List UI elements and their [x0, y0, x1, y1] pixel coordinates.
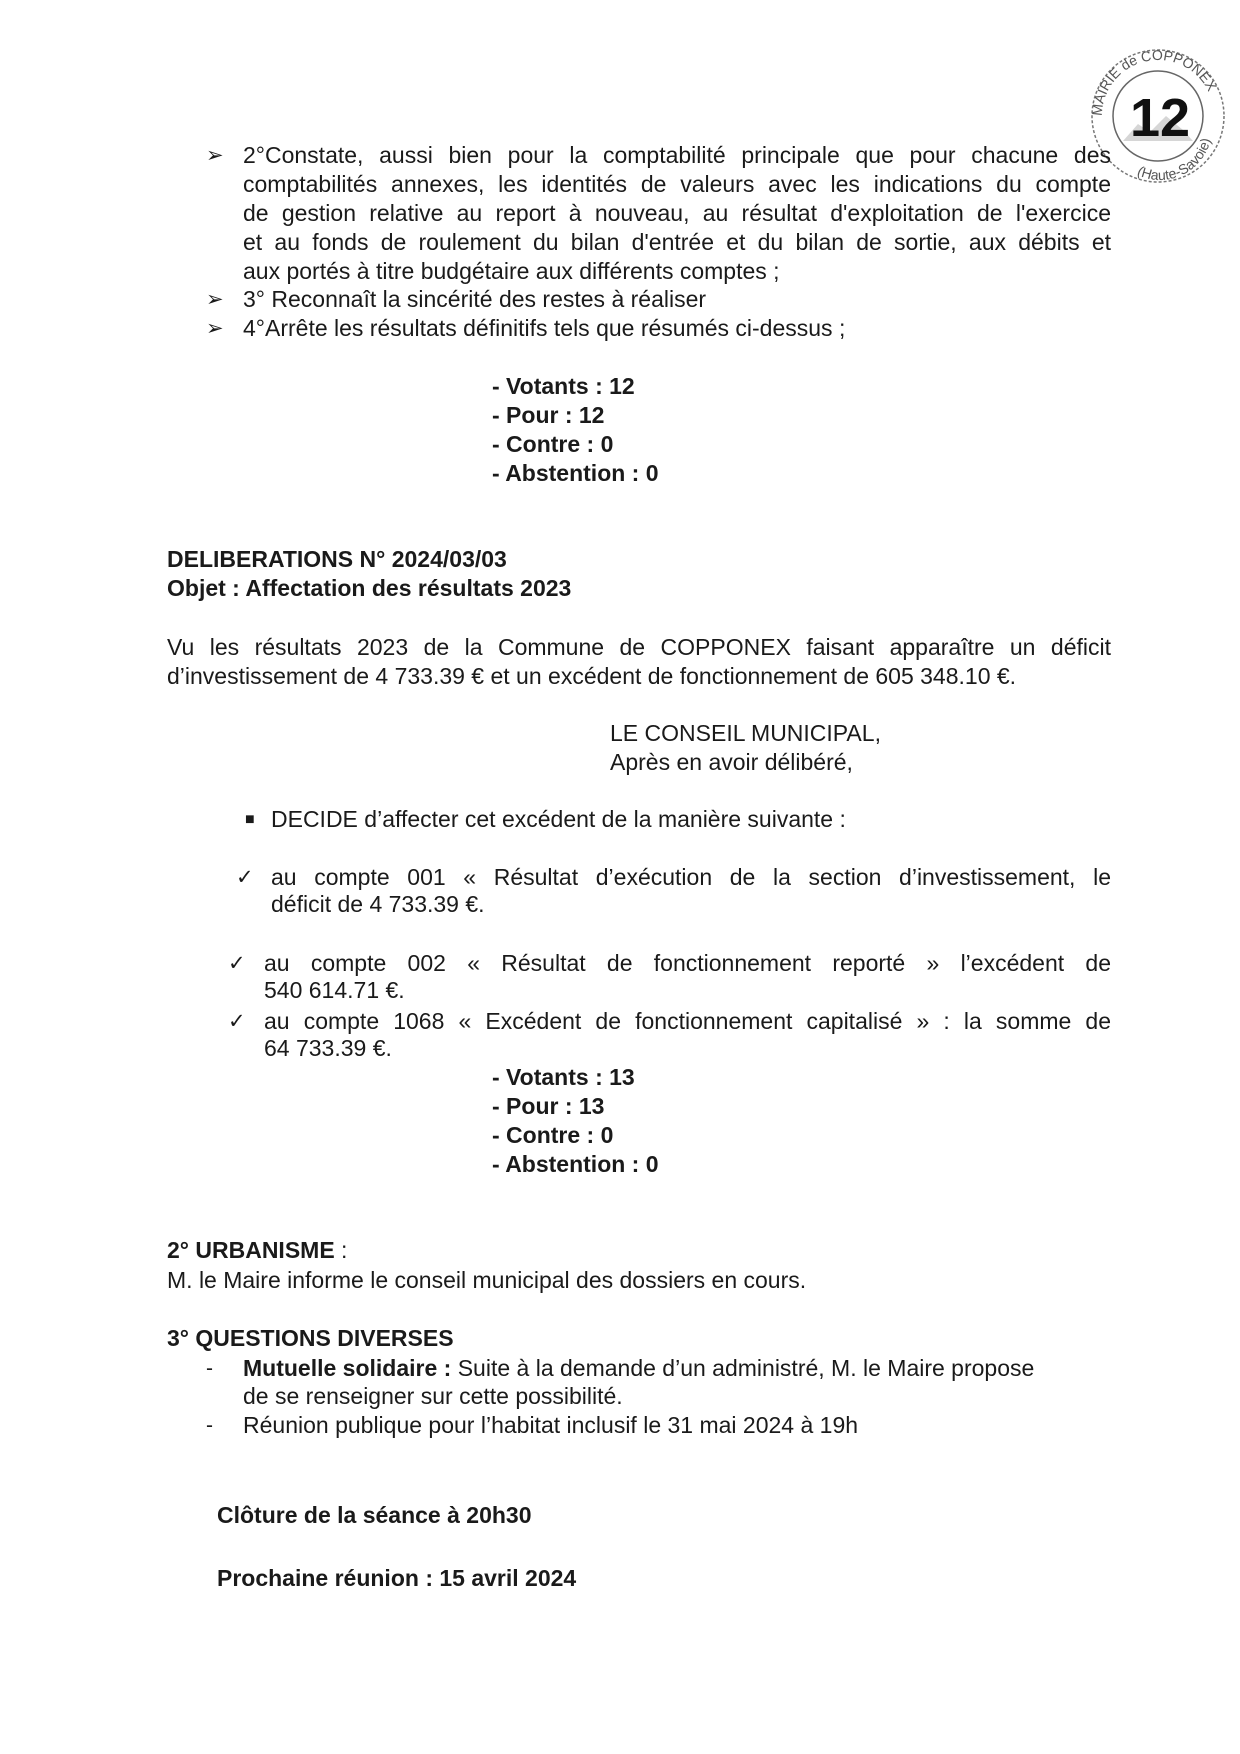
- square-bullet-icon: ■: [245, 811, 255, 828]
- paragraph-line: 4°Arrête les résultats définitifs tels que résumés ci-dessus ;: [243, 315, 846, 341]
- checkmark-icon: ✓: [228, 1010, 246, 1033]
- paragraph-line: 2°Constate, aussi bien pour la comptabilité principale que pour chacune des: [243, 142, 1111, 168]
- paragraph-line: de gestion relative au report à nouveau, au résultat d'exploitation de l'exercice: [243, 200, 1111, 226]
- arrow-bullet-icon: ➢: [206, 144, 224, 167]
- arrow-bullet-icon: ➢: [206, 317, 224, 340]
- dash-bullet-icon: -: [206, 1414, 213, 1437]
- intro-line: Vu les résultats 2023 de la Commune de COPPONEX faisant apparaître un déficit: [167, 634, 1111, 660]
- check-item-line: 64 733.39 €.: [264, 1035, 392, 1061]
- question-item-text: Suite à la demande d’un administré, M. le Maire propose: [451, 1355, 1035, 1381]
- paragraph-line: et au fonds de roulement du bilan d'entrée et du bilan de sortie, aux débits et: [243, 229, 1111, 255]
- intro-line: d’investissement de 4 733.39 € et un excédent de fonctionnement de 605 348.10 €.: [167, 663, 1017, 689]
- urbanisme-title: 2° URBANISME: [167, 1237, 335, 1263]
- arrow-bullet-icon: ➢: [206, 288, 224, 311]
- dash-bullet-icon: -: [206, 1357, 213, 1380]
- check-item-line: 540 614.71 €.: [264, 977, 405, 1003]
- paragraph-line: comptabilités annexes, les identités de valeurs avec les indications du compte: [243, 171, 1111, 197]
- question-item-label: Mutuelle solidaire :: [243, 1355, 452, 1381]
- deliberation-title: DELIBERATIONS N° 2024/03/03: [167, 546, 507, 572]
- check-item-line: déficit de 4 733.39 €.: [271, 891, 485, 917]
- deliberation-object: Objet : Affectation des résultats 2023: [167, 575, 572, 601]
- vote-pour: - Pour : 13: [492, 1093, 605, 1119]
- svg-text:MAIRIE de COPPONEX: MAIRIE de COPPONEX: [1088, 46, 1221, 117]
- page-number: 12: [1129, 88, 1191, 148]
- check-item-line: au compte 001 « Résultat d’exécution de la section d’investissement, le: [271, 864, 1111, 890]
- council-heading: LE CONSEIL MUNICIPAL,: [610, 720, 881, 746]
- closing-time: Clôture de la séance à 20h30: [217, 1502, 532, 1528]
- checkmark-icon: ✓: [228, 952, 246, 975]
- vote-votants: - Votants : 13: [492, 1064, 635, 1090]
- check-item-line: au compte 002 « Résultat de fonctionnement reporté » l’excédent de: [264, 950, 1111, 976]
- vote-contre: - Contre : 0: [492, 1122, 614, 1148]
- svg-text:(Haute-Savoie): (Haute-Savoie): [1135, 136, 1214, 184]
- paragraph-line: aux portés à titre budgétaire aux différents comptes ;: [243, 258, 780, 284]
- vote-pour: - Pour : 12: [492, 402, 605, 428]
- vote-abstention: - Abstention : 0: [492, 1151, 659, 1177]
- urbanisme-text: M. le Maire informe le conseil municipal des dossiers en cours.: [167, 1267, 807, 1293]
- question-item: Réunion publique pour l’habitat inclusif le 31 mai 2024 à 19h: [243, 1412, 859, 1438]
- paragraph-line: 3° Reconnaît la sincérité des restes à réaliser: [243, 286, 707, 312]
- vote-contre: - Contre : 0: [492, 431, 614, 457]
- checkmark-icon: ✓: [236, 866, 254, 889]
- next-meeting: Prochaine réunion : 15 avril 2024: [217, 1565, 577, 1591]
- urbanisme-heading: [167, 1236, 347, 1265]
- question-item-line: de se renseigner sur cette possibilité.: [243, 1383, 623, 1409]
- urbanisme-colon: :: [334, 1237, 348, 1263]
- question-item: [243, 1354, 1034, 1383]
- check-item-line: au compte 1068 « Excédent de fonctionnement capitalisé » : la somme de: [264, 1008, 1111, 1034]
- vote-abstention: - Abstention : 0: [492, 460, 659, 486]
- vote-votants: - Votants : 12: [492, 373, 635, 399]
- questions-heading: 3° QUESTIONS DIVERSES: [167, 1325, 454, 1351]
- decide-text: DECIDE d’affecter cet excédent de la manière suivante :: [271, 806, 846, 832]
- council-after: Après en avoir délibéré,: [610, 749, 853, 775]
